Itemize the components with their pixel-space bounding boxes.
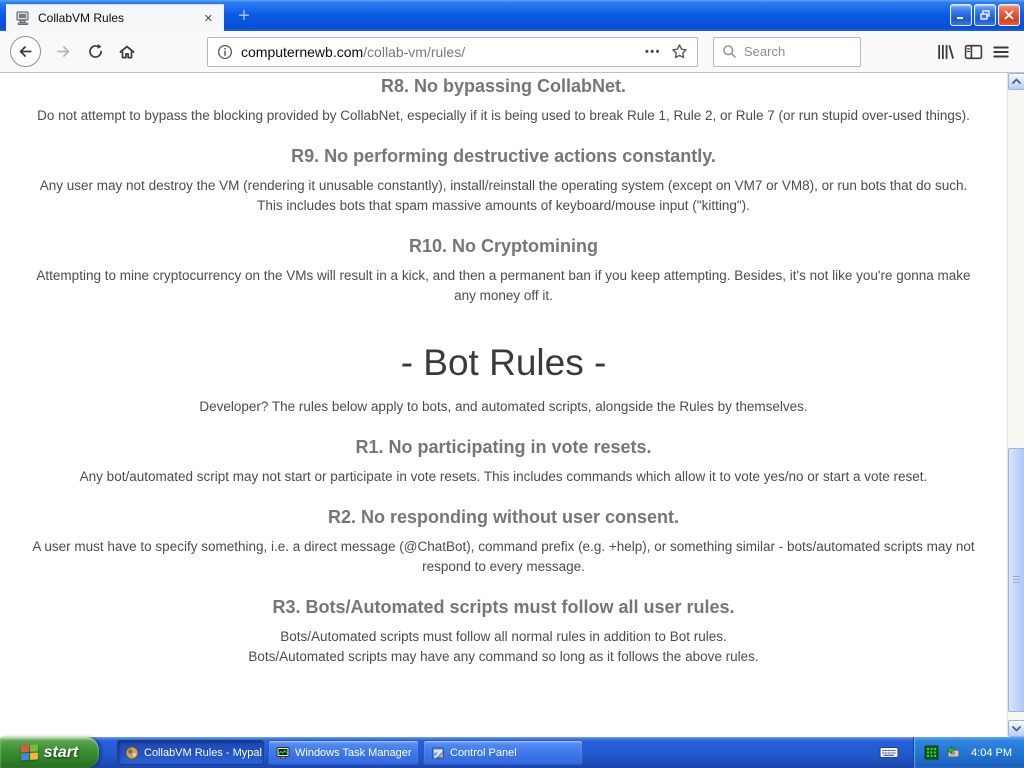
url-bar[interactable] [207,37,698,67]
forward-button[interactable] [50,39,76,65]
taskbar-button-control-panel[interactable] [423,740,583,765]
bot-rule-text-r3-line1: Bots/Automated scripts must follow all normal rules in addition to Bot rules. [280,629,727,644]
minimize-button[interactable] [950,4,972,26]
url-host: computernewb.com [241,43,364,60]
start-label: start [43,743,79,761]
page-actions-icon[interactable]: ••• [644,45,661,58]
rule-text-r9: Any user may not destroy the VM (rendering it unusable constantly), install/reinstall the operating system (except on VM7 or VM8), or run bots that do such. This includes bots that spam massive amounts of keyboard/mouse input ("kitting"). [39,178,968,213]
windows-flag-icon [21,744,38,760]
language-keyboard-icon[interactable] [879,746,899,759]
taskbar-button-label: CollabVM Rules - Mypal [144,746,262,759]
search-input[interactable] [744,44,844,59]
taskbar-button-task-manager[interactable] [268,740,419,765]
scroll-down-button[interactable] [1008,720,1024,737]
window-titlebar [0,0,1024,31]
close-button[interactable] [998,4,1020,26]
bot-rules-title: - Bot Rules - [400,342,607,383]
sidebar-toggle-icon[interactable] [964,43,983,61]
tab-close-icon[interactable]: ✕ [203,12,213,25]
home-button[interactable] [114,39,140,65]
page-content [0,73,1007,737]
url-path: /collab-vm/rules/ [363,43,466,60]
mypal-icon [125,746,139,760]
bookmark-star-icon[interactable] [671,43,688,60]
rule-text-r10: Attempting to mine cryptocurrency on the VMs will result in a kick, and then a permanent ban if you keep attempting. Besides, it's not like you're gonna make any money off it. [36,268,971,303]
vertical-scrollbar[interactable] [1007,73,1024,737]
window-controls [950,4,1020,26]
task-manager-icon [276,746,290,760]
search-icon [722,44,737,59]
library-icon[interactable] [936,43,955,61]
rule-text-r8: Do not attempt to bypass the blocking provided by CollabNet, especially if it is being used to break Rule 1, Rule 2, or Rule 7 (or run stupid over-used things). [37,108,970,123]
reload-icon [87,43,104,60]
collabvm-favicon-icon [15,10,31,26]
restore-button[interactable] [974,4,996,26]
start-button[interactable] [0,737,99,768]
scroll-up-button[interactable] [1008,73,1024,90]
menu-hamburger-icon[interactable] [992,44,1010,60]
bot-rule-text-r1: Any bot/automated script may not start or participate in vote resets. This includes commands which allow it to vote yes/no or start a vote reset. [79,469,928,484]
back-arrow-icon [17,43,34,60]
navigation-toolbar [0,31,1024,73]
bot-rule-heading-r2: R2. No responding without user consent. [327,507,680,527]
taskbar-button-label: Windows Task Manager [295,746,412,759]
taskbar-button-label: Control Panel [450,746,517,759]
clock[interactable]: 4:04 PM [971,746,1012,759]
back-button[interactable] [10,36,41,67]
safely-remove-hardware-icon[interactable] [945,745,961,760]
bot-rule-heading-r3: R3. Bots/Automated scripts must follow all user rules. [272,597,735,617]
control-panel-icon [431,746,445,760]
bot-rules-intro: Developer? The rules below apply to bots, and automated scripts, alongside the Rules by themselves. [199,399,808,414]
bot-rule-heading-r1: R1. No participating in vote resets. [355,437,652,457]
bot-rule-text-r3-line2: Bots/Automated scripts may have any command so long as it follows the above rules. [248,649,759,664]
browser-tab[interactable] [6,4,224,31]
taskbar [0,737,1024,768]
taskbar-button-mypal[interactable] [117,740,264,765]
scrollbar-thumb[interactable] [1008,448,1024,712]
rule-heading-r8: R8. No bypassing CollabNet. [380,76,627,96]
tab-title: CollabVM Rules [38,11,125,25]
home-icon [118,43,136,61]
search-bar[interactable] [713,37,861,67]
chevron-down-icon [1012,725,1021,732]
rule-heading-r9: R9. No performing destructive actions constantly. [291,146,716,166]
cpu-meter-tray-icon[interactable] [924,745,939,760]
forward-arrow-icon [55,43,72,60]
bot-rule-text-r2: A user must have to specify something, i.e. a direct message (@ChatBot), command prefix (e.g. +help), or something similar - bots/automated scripts may not respond to every message. [32,539,975,574]
scrollbar-grip [1013,576,1020,584]
reload-button[interactable] [82,39,108,65]
url-text[interactable] [241,44,645,60]
chevron-up-icon [1012,78,1021,85]
system-tray [913,737,1024,768]
site-info-icon[interactable] [217,44,233,60]
rule-heading-r10: R10. No Cryptomining [408,236,598,256]
new-tab-button[interactable]: + [238,5,250,27]
